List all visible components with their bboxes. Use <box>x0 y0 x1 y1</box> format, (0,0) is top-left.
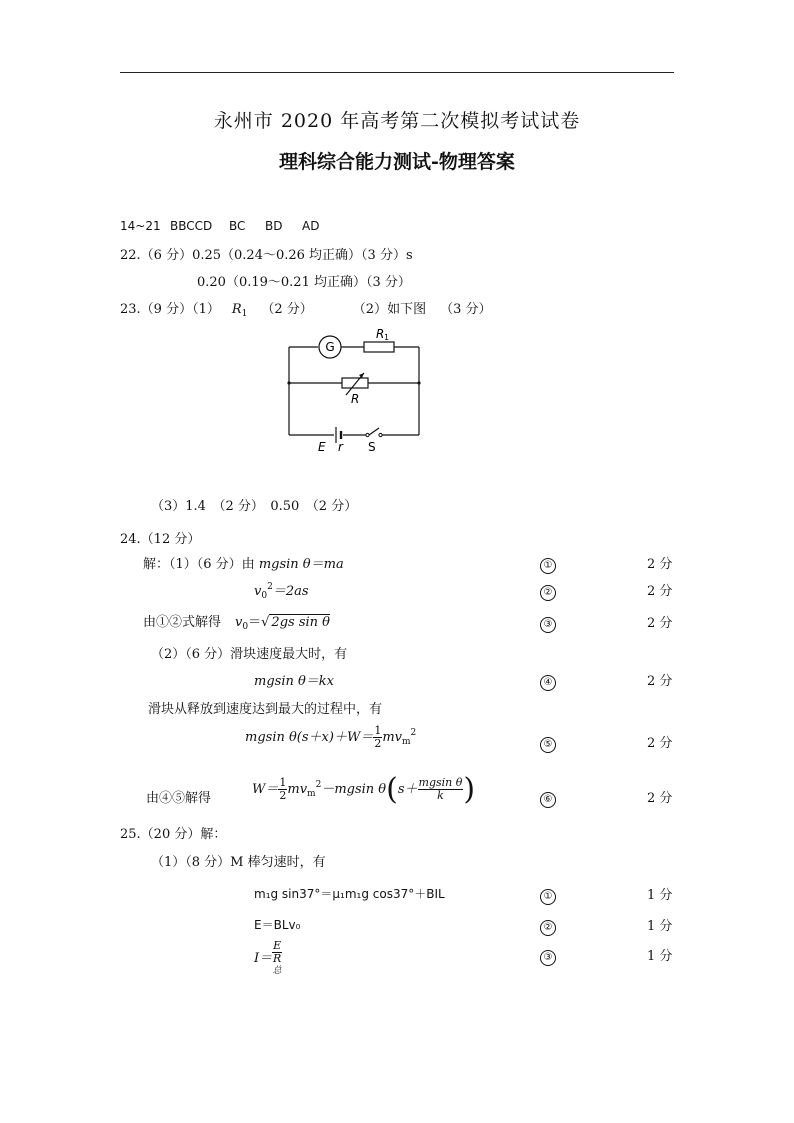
circuit-label-r1-sub: 1 <box>384 333 390 342</box>
score-q25-2: 1 分 <box>647 919 673 934</box>
circuit-label-e: E <box>318 440 326 454</box>
score-q25-3: 1 分 <box>647 949 673 964</box>
page-title: 永州市 2020 年高考第二次模拟考试试卷 <box>213 110 581 132</box>
q24-step2: $v_0^2=2as$ <box>254 582 309 601</box>
circuit-label-r1: R <box>376 327 385 341</box>
score-step1: 2 分 <box>647 557 673 572</box>
mc-range: 14~21 <box>120 219 161 233</box>
score-step6: 2 分 <box>647 791 673 806</box>
mc-answer-1: BBCCD <box>170 219 213 233</box>
q24-heading: 24.（12 分） <box>120 532 201 547</box>
marker-q25-1: ① <box>540 889 556 905</box>
score-step4: 2 分 <box>647 674 673 689</box>
q24-part2: （2）（6 分）滑块速度最大时，有 <box>151 647 348 662</box>
q24-step1: 解：（1）（6 分）由 mgsin θ＝ma <box>143 557 344 572</box>
header-rule <box>120 72 674 73</box>
page-subtitle: 理科综合能力测试-物理答案 <box>279 151 515 173</box>
marker-6: ⑥ <box>540 792 556 808</box>
q22-line1: 22.（6 分）0.25（0.24～0.26 均正确）（3 分）s <box>120 248 413 263</box>
marker-2: ② <box>540 585 556 601</box>
circuit-diagram <box>280 325 430 460</box>
mc-answer-3: BD <box>265 219 283 233</box>
q25-eq1: m₁g sin37°＝μ₁m₁g cos37°＋BIL <box>254 887 445 901</box>
score-q25-1: 1 分 <box>647 888 673 903</box>
score-step2: 2 分 <box>647 584 673 599</box>
q24-step4: mgsin θ＝kx <box>254 674 335 689</box>
q25-part1: （1）（8 分）M 棒匀速时，有 <box>151 855 326 870</box>
q23-line1: 23.（9 分）（1） $R_1$ （2 分） （2）如下图 （3 分） <box>120 302 492 319</box>
q25-eq3: I＝ E R 总 <box>254 939 282 976</box>
score-step3: 2 分 <box>647 616 673 631</box>
circuit-label-s: S <box>368 440 376 454</box>
marker-4: ④ <box>540 675 556 691</box>
score-step5: 2 分 <box>647 736 673 751</box>
q23-line3: （3）1.4 （2 分） 0.50 （2 分） <box>151 499 358 514</box>
mc-answer-4: AD <box>302 219 320 233</box>
circuit-label-internal-r: r <box>338 440 343 454</box>
marker-q25-2: ② <box>540 920 556 936</box>
mc-answer-2: BC <box>229 219 246 233</box>
marker-3: ③ <box>540 617 556 633</box>
q24-step3: 由①②式解得 $v_0=√$ 2gs sin θ <box>143 615 330 632</box>
circuit-label-r: R <box>351 392 360 406</box>
marker-5: ⑤ <box>540 737 556 753</box>
q24-process-text: 滑块从释放到速度达到最大的过程中，有 <box>148 702 383 717</box>
marker-1: ① <box>540 558 556 574</box>
q25-eq2: E＝BLv₀ <box>254 918 301 932</box>
marker-q25-3: ③ <box>540 950 556 966</box>
circuit-label-g: G <box>325 340 335 354</box>
q24-step6-label: 由④⑤解得 <box>146 791 212 806</box>
q24-step6: W＝ $\frac{1}{2}$ $mv_m^2-mgsin$ θ(s＋ $\frac{\text{mgsin θ}}{k}$ ) <box>252 772 476 807</box>
q22-line2: 0.20（0.19～0.21 均正确）（3 分） <box>197 275 411 290</box>
q24-step5: mgsin θ(s＋x)＋W＝ $\frac{1}{2}$ $mv_m^2$ <box>245 724 417 750</box>
q25-heading: 25.（20 分）解： <box>120 827 227 842</box>
